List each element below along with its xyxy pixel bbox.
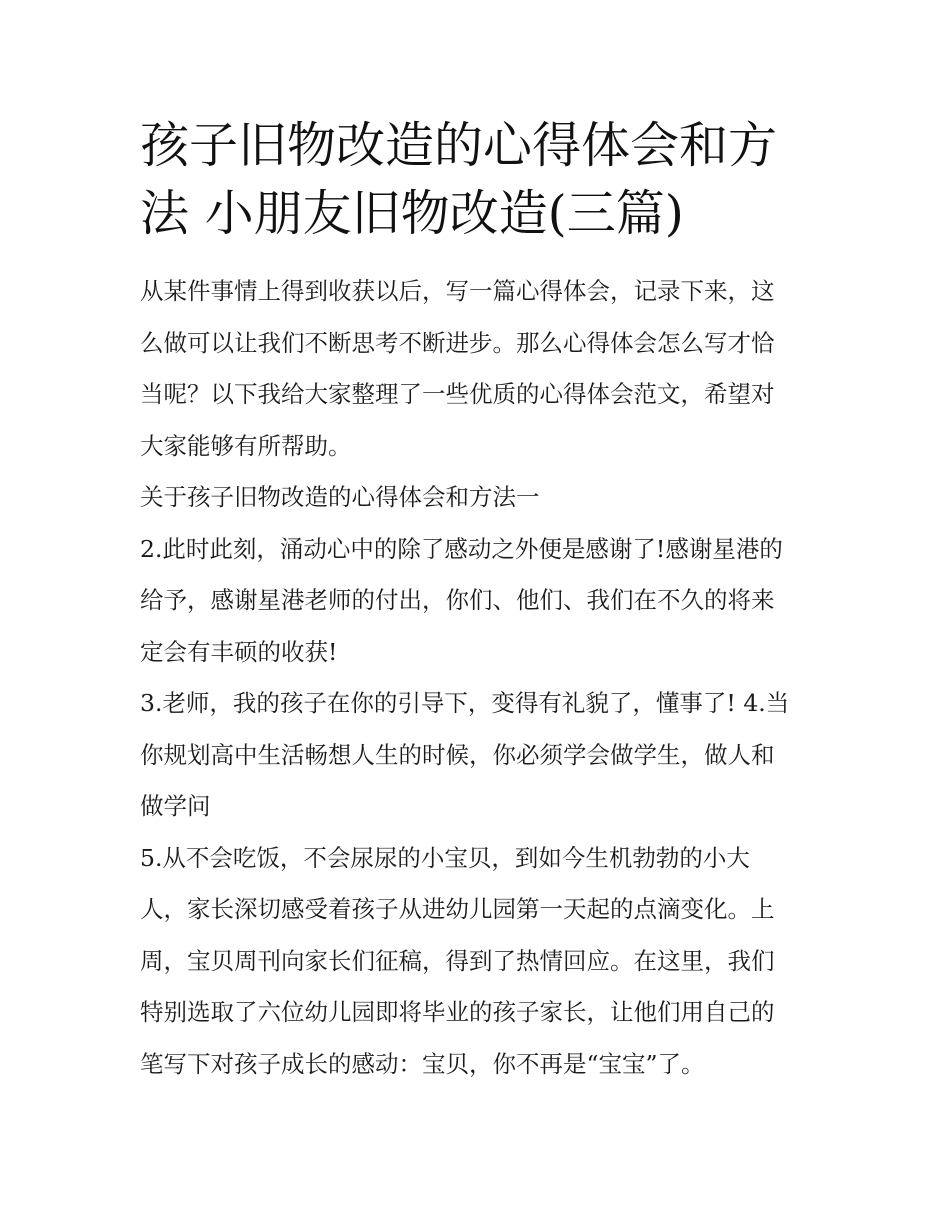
text-line: 特别选取了六位幼儿园即将毕业的孩子家长，让他们用自己的 (140, 998, 775, 1026)
text-line: 当呢？以下我给大家整理了一些优质的心得体会范文，希望对 (140, 380, 775, 408)
document-body (140, 266, 812, 1090)
item-paragraph-3 (140, 678, 812, 833)
text-line: 你规划高中生活畅想人生的时候，你必须学会做学生，做人和 (140, 740, 775, 769)
title-line: 孩子旧物改造的心得体会和方 (140, 117, 778, 174)
text-line: 从某件事情上得到收获以后，写一篇心得体会，记录下来，这 (140, 277, 775, 305)
text-line: 做学问 (140, 792, 211, 820)
text-line: 大家能够有所帮助。 (140, 431, 352, 460)
text-line: 人，家长深切感受着孩子从进幼儿园第一天起的点滴变化。上 (140, 895, 775, 923)
document-title (140, 112, 812, 248)
text-line: 周，宝贝周刊向家长们征稿，得到了热情回应。在这里，我们 (140, 946, 775, 975)
title-line: 法 小朋友旧物改造(三篇) (140, 185, 684, 242)
section-heading (140, 472, 812, 524)
text-line: 2.此时此刻，涌动心中的除了感动之外便是感谢了!感谢星港的 (140, 534, 783, 563)
text-line: 关于孩子旧物改造的心得体会和方法一 (140, 483, 540, 511)
text-line: 定会有丰硕的收获! (140, 637, 338, 666)
item-paragraph-2 (140, 524, 812, 679)
text-line: 么做可以让我们不断思考不断进步。那么心得体会怎么写才恰 (140, 328, 775, 357)
text-line: 笔写下对孩子成长的感动：宝贝，你不再是“宝宝”了。 (140, 1049, 705, 1078)
text-line: 5.从不会吃饭，不会尿尿的小宝贝，到如今生机勃勃的小大 (140, 843, 750, 872)
intro-paragraph (140, 266, 812, 472)
item-paragraph-5 (140, 833, 812, 1091)
text-line: 3.老师，我的孩子在你的引导下，变得有礼貌了，懂事了! 4.当 (140, 689, 790, 717)
text-line: 给予，感谢星港老师的付出，你们、他们、我们在不久的将来 (140, 586, 775, 614)
document-page (140, 112, 812, 1090)
